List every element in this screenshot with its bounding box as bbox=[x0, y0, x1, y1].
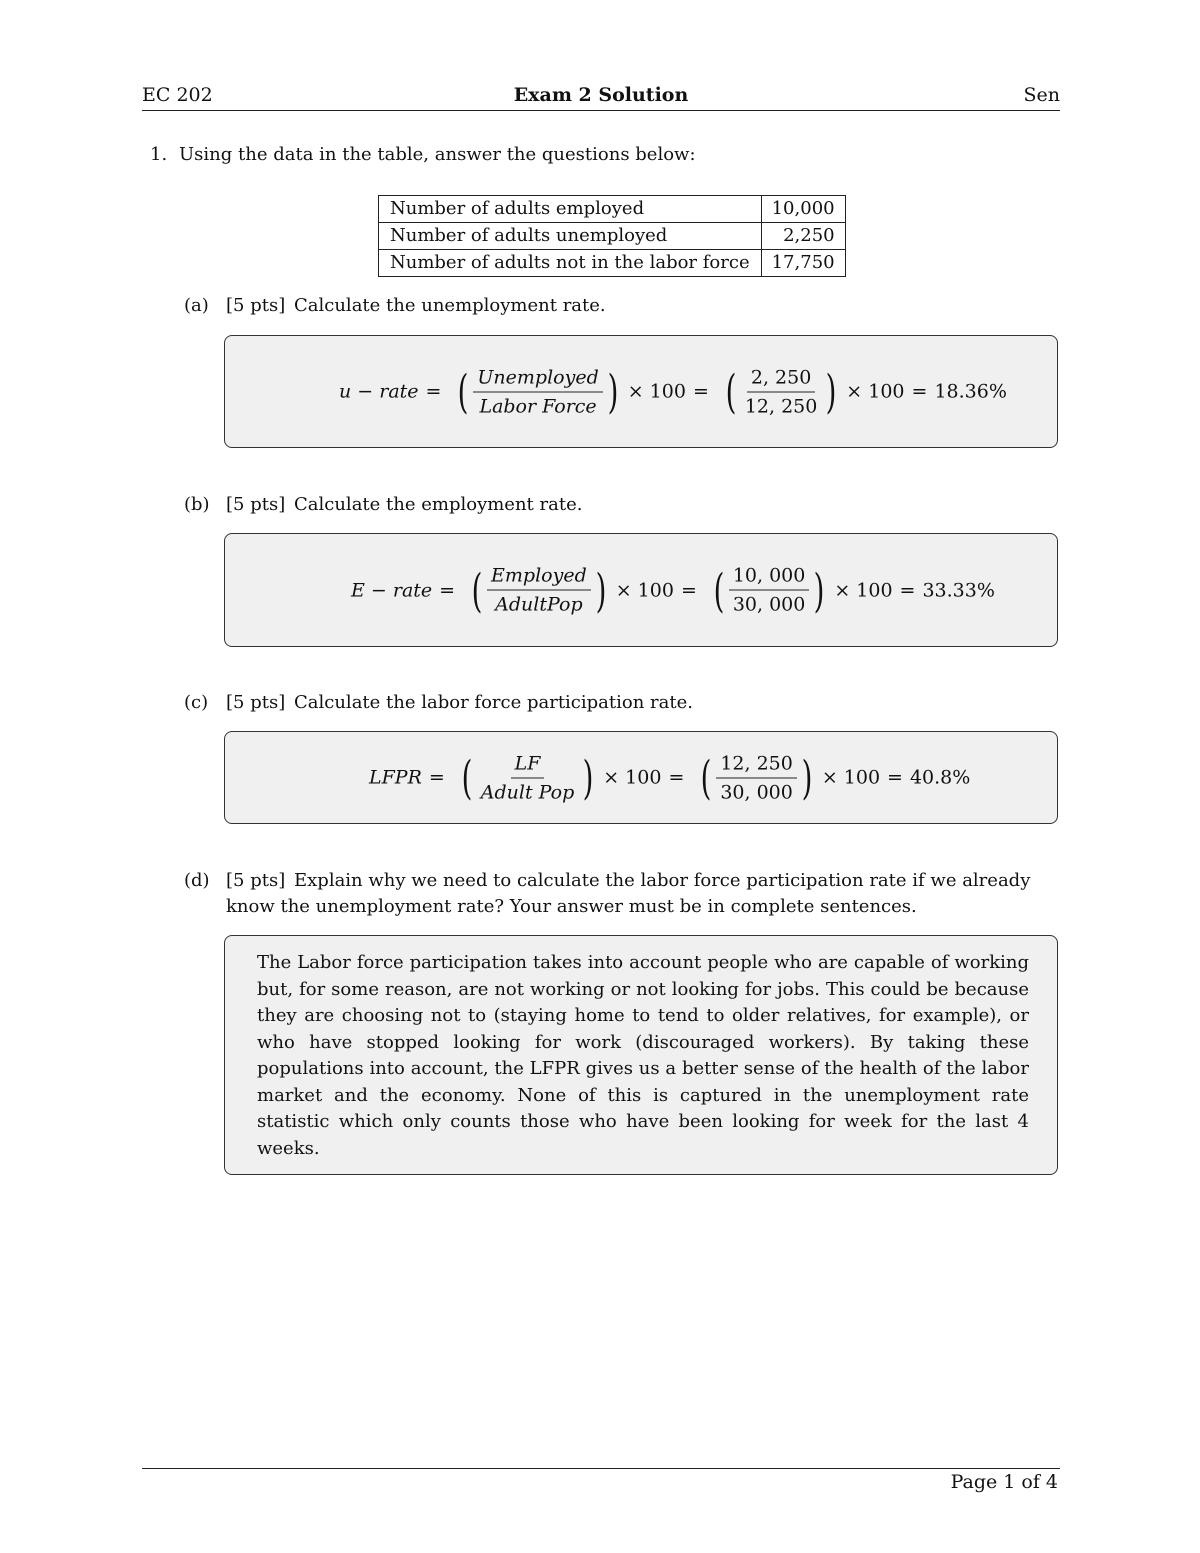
denominator: 30, 000 bbox=[732, 593, 806, 616]
part-prompt-text: Calculate the unemployment rate. bbox=[294, 295, 606, 316]
times-100: × 100 bbox=[821, 766, 881, 789]
table-cell-label: Number of adults not in the labor force bbox=[379, 250, 762, 277]
numerator: 12, 250 bbox=[716, 751, 797, 778]
part-prompt-text: Explain why we need to calculate the labor force participation rate if we already know the unemployment rate? Your answer must be in complete sentences. bbox=[226, 870, 1031, 917]
fraction bbox=[487, 564, 591, 617]
denominator: 12, 250 bbox=[744, 395, 818, 417]
part-prompt-text: Calculate the employment rate. bbox=[294, 494, 583, 515]
table-cell-value: 10,000 bbox=[761, 196, 845, 223]
table-row bbox=[379, 250, 846, 277]
points-label: [5 pts] bbox=[226, 692, 286, 713]
numerator: 2, 250 bbox=[747, 365, 815, 392]
fraction-group: ( $\frac{10, 000}{30, 000}$ ) bbox=[713, 563, 825, 617]
equals-sign: = bbox=[680, 579, 697, 601]
numerator: Unemployed bbox=[473, 365, 602, 392]
table-row bbox=[379, 196, 846, 223]
denominator: 30, 000 bbox=[720, 781, 793, 803]
answer-box-b bbox=[224, 533, 1058, 647]
equals-sign: = bbox=[425, 380, 442, 403]
part-a-prompt bbox=[184, 295, 606, 316]
equation-lhs: LFPR bbox=[369, 766, 422, 789]
fraction-group: ( $\frac{2, 250}{12, 250}$ ) bbox=[725, 364, 837, 419]
denominator: Labor Force bbox=[479, 395, 597, 417]
points-label: [5 pts] bbox=[226, 494, 286, 515]
equation-result: 18.36% bbox=[934, 380, 1007, 403]
times-100: × 100 bbox=[603, 766, 662, 789]
times-100: × 100 bbox=[615, 579, 674, 601]
page-number: Page 1 of 4 bbox=[950, 1471, 1058, 1493]
part-label: (d) bbox=[184, 870, 210, 891]
footer-rule bbox=[142, 1468, 1060, 1469]
answer-box-a bbox=[224, 335, 1058, 448]
numerator: 10, 000 bbox=[729, 564, 810, 591]
equation-result: 40.8% bbox=[909, 766, 971, 789]
times-100: × 100 bbox=[834, 579, 893, 601]
page-header bbox=[142, 84, 1060, 110]
equation-lhs: u − rate bbox=[339, 380, 419, 403]
answer-box-d bbox=[224, 935, 1058, 1175]
part-b-prompt bbox=[184, 494, 582, 515]
course-code: EC 202 bbox=[142, 84, 213, 106]
denominator: Adult Pop bbox=[480, 781, 575, 803]
equation-lhs: E − rate bbox=[351, 579, 433, 601]
points-label: [5 pts] bbox=[226, 295, 286, 316]
equation-b bbox=[351, 564, 995, 617]
question-1 bbox=[150, 144, 696, 165]
table-cell-label: Number of adults employed bbox=[379, 196, 762, 223]
question-number: 1. bbox=[150, 144, 168, 165]
numerator: Employed bbox=[487, 564, 591, 591]
equals-sign: = bbox=[911, 380, 928, 403]
fraction-group: ( $\frac{\text{Employed}}{\text{AdultPop}}$ ) bbox=[471, 563, 607, 617]
equals-sign: = bbox=[899, 579, 916, 601]
equation-c bbox=[369, 751, 970, 804]
document-title: Exam 2 Solution bbox=[513, 84, 689, 106]
part-label: (c) bbox=[184, 692, 209, 713]
equals-sign: = bbox=[428, 766, 445, 789]
equals-sign: = bbox=[887, 766, 903, 789]
fraction-group: ( $\frac{LF}{\text{Adult Pop}}$ ) bbox=[461, 750, 594, 805]
table-cell-value: 2,250 bbox=[761, 223, 845, 250]
equals-sign: = bbox=[692, 380, 709, 403]
answer-box-c bbox=[224, 731, 1058, 824]
part-prompt-text: Calculate the labor force participation rate. bbox=[294, 692, 693, 713]
points-label: [5 pts] bbox=[226, 870, 286, 891]
fraction bbox=[716, 751, 797, 804]
fraction-group: ( $\frac{12, 250}{30, 000}$ ) bbox=[700, 750, 813, 805]
part-label: (b) bbox=[184, 494, 210, 515]
instructor-name: Sen bbox=[1023, 84, 1060, 106]
table-row bbox=[379, 223, 846, 250]
header-rule bbox=[142, 110, 1060, 111]
answer-text: The Labor force participation takes into account people who are capable of working but, for some reason, are not working or not looking for jobs. This could be because they are choosing not to (staying home to tend to older relatives, for example), or who have stopped looking for work (discouraged workers). By taking these populations into account, the LFPR gives us a better sense of the health of the labor market and the economy. None of this is captured in the unemployment rate statistic which only counts those who have been looking for week for the last 4 weeks. bbox=[257, 952, 1029, 1159]
table-cell-label: Number of adults unemployed bbox=[379, 223, 762, 250]
denominator: AdultPop bbox=[495, 593, 583, 616]
question-text: Using the data in the table, answer the questions below: bbox=[179, 144, 696, 165]
part-c-prompt bbox=[184, 692, 693, 713]
fraction bbox=[477, 751, 579, 804]
numerator: LF bbox=[511, 751, 545, 778]
fraction bbox=[729, 564, 810, 617]
part-label: (a) bbox=[184, 295, 209, 316]
data-table bbox=[378, 195, 846, 277]
fraction-group: ( $\frac{\text{Unemployed}}{\text{Labor Force}}$ ) bbox=[458, 364, 619, 419]
fraction bbox=[473, 365, 602, 418]
equals-sign: = bbox=[439, 579, 456, 601]
part-d-prompt bbox=[184, 868, 1060, 920]
times-100: × 100 bbox=[627, 380, 686, 403]
table-cell-value: 17,750 bbox=[761, 250, 845, 277]
equation-a bbox=[339, 365, 1007, 418]
equation-result: 33.33% bbox=[922, 579, 995, 601]
times-100: × 100 bbox=[846, 380, 905, 403]
equals-sign: = bbox=[668, 766, 685, 789]
fraction bbox=[741, 365, 822, 418]
